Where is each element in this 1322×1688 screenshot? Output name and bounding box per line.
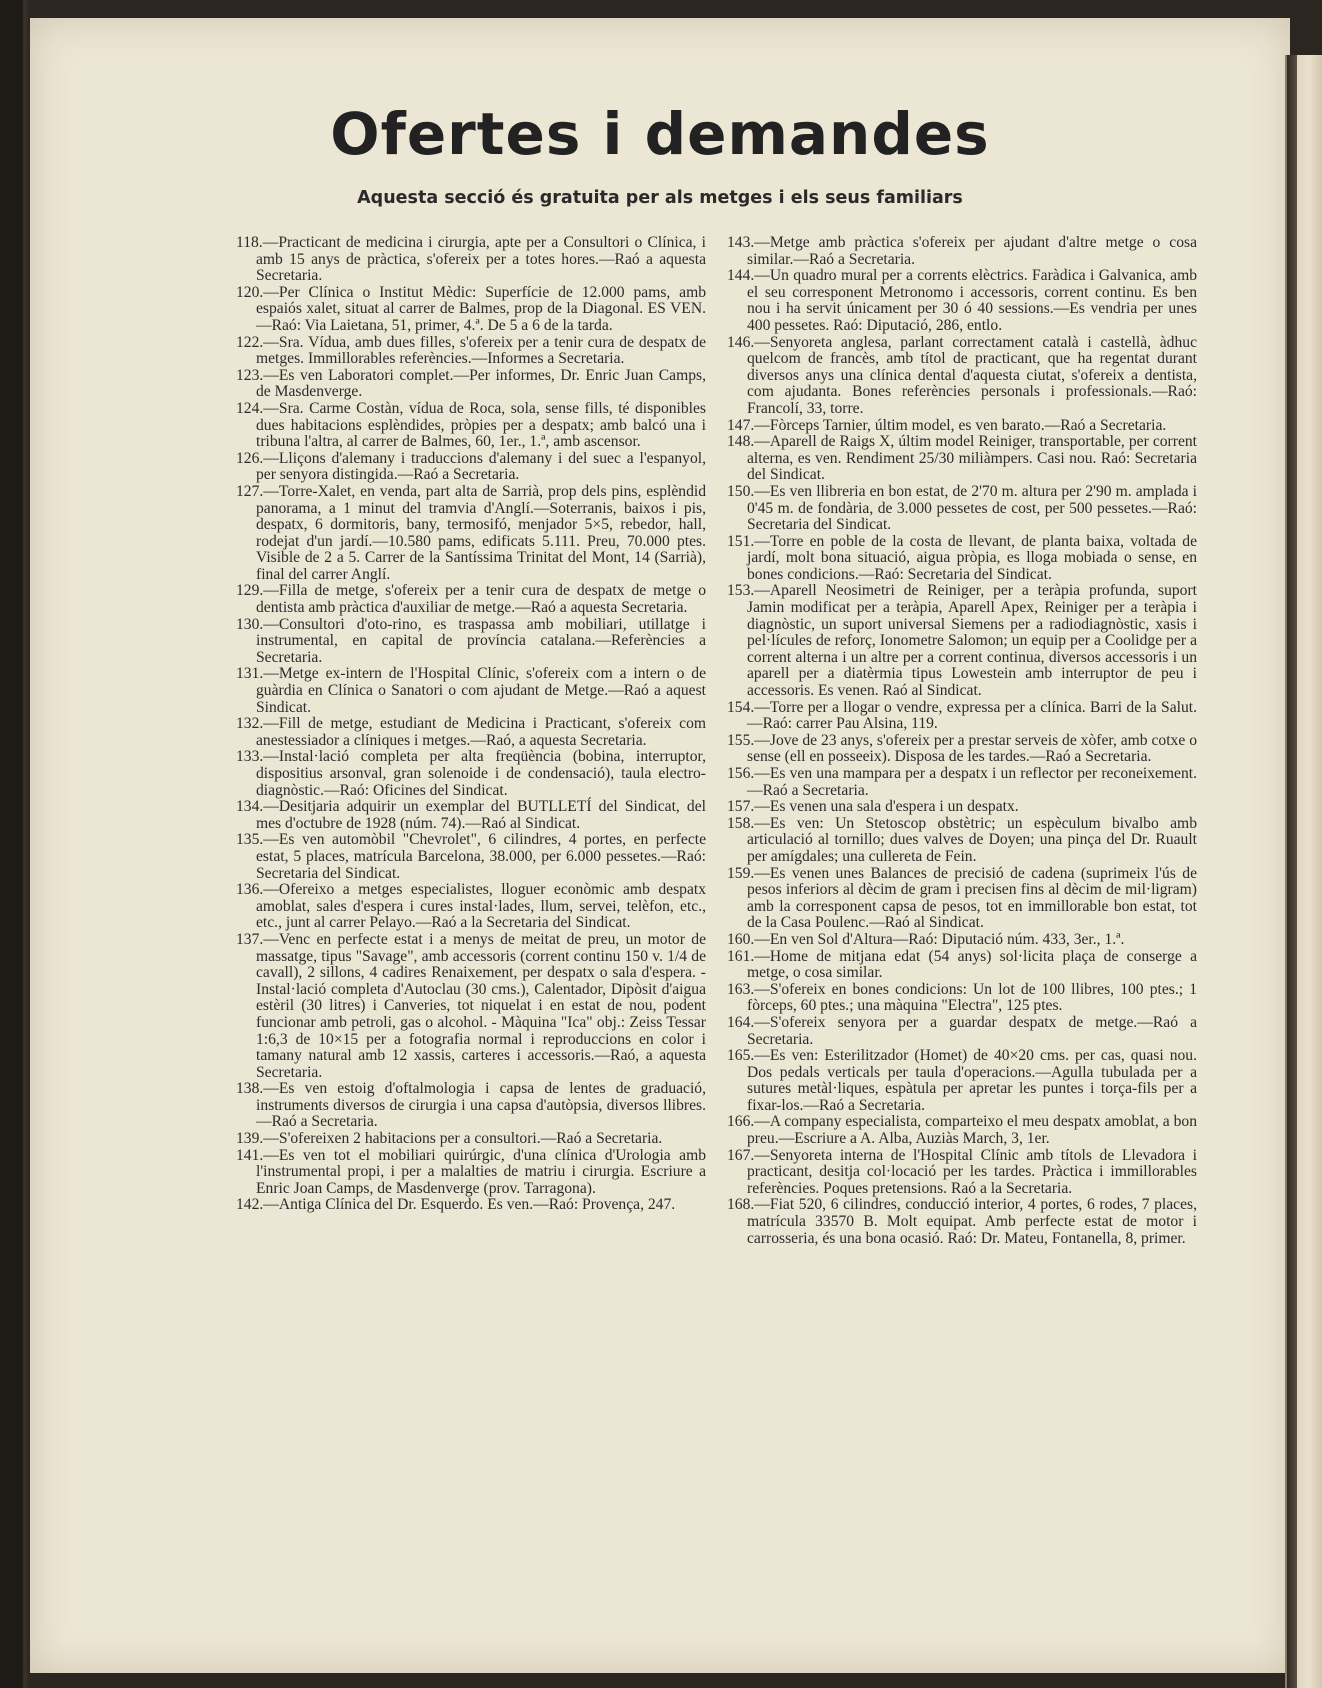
page-gutter [1287, 55, 1297, 1688]
listing-entry [236, 1148, 706, 1198]
listing-entry [236, 882, 706, 932]
listing-number: 132. [236, 715, 264, 733]
listing-text: —Es ven estoig d'oftalmologia i capsa de lentes de graduació, instruments diversos de cirurgia i una capsa d'autòpsia, diversos llibres.—Raó a Secretaria. [256, 1080, 706, 1131]
listing-text: —Es ven una mampara per a despatx i un reflector per reconeixement.—Raó a Secretaria. [747, 765, 1197, 799]
listing-entry [727, 1048, 1197, 1114]
listing-number: 155. [727, 731, 755, 749]
listing-entry [727, 583, 1197, 699]
listing-text: —Filla de metge, s'ofereix per a tenir cura de despatx de metge o dentista amb pràctica d'auxiliar de metge.—Raó a aquesta Secretaria. [256, 582, 706, 617]
listing-entry [727, 866, 1197, 932]
listing-text: —En ven Sol d'Altura—Raó: Diputació núm. 433, 3er., 1.ª. [754, 930, 1125, 948]
listing-entry [727, 766, 1197, 799]
listing-entry [236, 716, 706, 749]
listing-text: —Jove de 23 anys, s'ofereix per a prestar serveis de xòfer, amb cotxe o sense (ell en posseeix). Disposa de les tardes.—Raó a Secretaria. [747, 731, 1197, 766]
listing-entry [236, 285, 706, 335]
listing-text: —Antiga Clínica del Dr. Esquerdo. Es ven.—Raó: Provença, 247. [263, 1196, 676, 1214]
listing-text: —Es ven Laboratori complet.—Per informes, Dr. Enric Juan Camps, de Masdenverge. [256, 366, 706, 401]
listing-text: —Torre en poble de la costa de llevant, de planta baixa, voltada de jardí, molt bona situació, aigua pròpia, es lloga mobiada o sense, en bones condicions.—Raó: Secretaria del Sindicat. [747, 532, 1197, 583]
listing-number: 129. [236, 582, 264, 600]
listing-entry [727, 1114, 1197, 1147]
listing-number: 126. [236, 449, 264, 467]
listing-number: 122. [236, 333, 264, 351]
listing-entry [727, 434, 1197, 484]
listing-number: 158. [727, 814, 755, 832]
listing-number: 135. [236, 831, 264, 849]
listing-number: 165. [727, 1047, 755, 1065]
listing-number: 146. [727, 333, 755, 351]
listing-entry [727, 268, 1197, 334]
listing-text: —Es ven llibreria en bon estat, de 2'70 m. altura per 2'90 m. amplada i 0'45 m. de fondària, de 3.000 pessetes de cost, per 500 pessetes.—Raó: Secretaria del Sindicat. [747, 482, 1197, 534]
listing-number: 163. [727, 980, 755, 998]
listing-text: —Aparell de Raigs X, últim model Reiniger, transportable, per corrent alterna, es ven. Rendiment 25/30 miliàmpers. Casi nou. Raó: Secretaria del Sindicat. [747, 433, 1197, 484]
listing-entry [727, 799, 1197, 816]
listing-entry [236, 749, 706, 799]
listing-number: 156. [727, 765, 755, 782]
listing-entry [236, 617, 706, 667]
listing-number: 150. [727, 482, 755, 500]
listing-entry [236, 1081, 706, 1131]
listing-number: 118. [236, 234, 263, 251]
listing-number: 166. [727, 1113, 755, 1131]
listing-text: —Home de mitjana edat (54 anys) sol·licita plaça de conserge a metge, o cosa similar. [747, 947, 1197, 982]
listing-entry [236, 1131, 706, 1148]
listing-entry [236, 1197, 706, 1214]
listing-text: —Instal·lació completa per alta freqüència (bobina, interruptor, dispositius arsonval, gran solenoide i de condensació), taula electro-diagnòstic.—Raó: Oficines del Sindicat. [256, 748, 706, 799]
listing-entry [236, 832, 706, 882]
listing-text: —A company especialista, comparteixo el meu despatx amoblat, a bon preu.—Escriure a A. Alba, Auziàs March, 3, 1er. [747, 1113, 1197, 1148]
listing-text: —Es ven: Esterilitzador (Homet) de 40×20 cms. per cas, quasi nou. Dos pedals verticals per taula d'operacions.—Agulla tubulada per a sutures metàl·liques, espàtula per apretar les puntes i torça-fils per a fixar-los.—Raó a Secretaria. [747, 1047, 1197, 1114]
listing-number: 157. [727, 798, 755, 816]
listing-text: —S'ofereix senyora per a guardar despatx de metge.—Raó a Secretaria. [747, 1013, 1197, 1048]
listing-number: 127. [236, 482, 264, 500]
listing-text: —Metge amb pràctica s'ofereix per ajudant d'altre metge o cosa similar.—Raó a Secretaria. [747, 234, 1197, 268]
listing-text: —Senyoreta interna de l'Hospital Clínic amb títols de Llevadora i practicant, desitja col·locació per les tardes. Pràctica i immillorables referències. Poques pretensions. Raó a la Secretaria. [747, 1146, 1197, 1197]
listing-number: 133. [236, 748, 264, 766]
listing-number: 124. [236, 399, 264, 417]
listing-text: —Desitjaria adquirir un exemplar del BUTLLETÍ del Sindicat, del mes d'octubre de 1928 (núm. 74).—Raó al Sindicat. [256, 798, 706, 832]
listing-number: 167. [727, 1146, 755, 1164]
listing-entry [727, 932, 1197, 949]
listing-entry [236, 666, 706, 716]
listing-entry [727, 1148, 1197, 1198]
listing-entry [727, 235, 1197, 268]
listing-number: 138. [236, 1080, 264, 1098]
listing-text: —Lliçons d'alemany i traduccions d'alemany i del suec a l'espanyol, per senyora distingida.—Raó a Secretaria. [256, 449, 706, 484]
listing-text: —Consultori d'oto-rino, es traspassa amb mobiliari, utillatge i instrumental, en capital de província catalana.—Referències a Secretaria. [256, 615, 706, 666]
page-title: Ofertes i demandes [330, 100, 990, 168]
listing-text: —Metge ex-intern de l'Hospital Clínic, s'ofereix com a intern o de guàrdia en Clínica o Sanatori o com ajudant de Metge.—Raó a aquest Sindicat. [256, 665, 706, 716]
listing-entry [236, 932, 706, 1081]
listing-entry [727, 418, 1197, 435]
listing-text: —Aparell Neosimetri de Reiniger, per a teràpia profunda, suport Jamin modificat per a teràpia, Aparell Apex, Reiniger per a teràpia i diagnòstic, un suport universal Siemens per a radiodiagnòstic, xasis i pel·lícules de reforç, Ionometre Salomon; un equip per a Coolidge per a corrent alterna i un altre per a corrent continua, diversos accessoris i un aparell per a diatèrmia tipus Lowestein amb interruptor de peu i accessoris. Es venen. Raó al Sindicat. [747, 582, 1197, 700]
listing-number: 160. [727, 930, 755, 948]
listing-number: 147. [727, 416, 755, 434]
listing-number: 139. [236, 1130, 264, 1148]
listing-entry [727, 949, 1197, 982]
listing-number: 130. [236, 615, 264, 633]
listing-text: —Fiat 520, 6 cilindres, conducció interior, 4 portes, 6 rodes, 7 places, matrícula 33570 B. Molt equipat. Amb perfecte estat de motor i carrosseria, és una bona ocasió. Raó: Dr. Mateu, Fontanella, 8, primer. [747, 1196, 1197, 1247]
listing-text: —Es venen unes Balances de precisió de cadena (suprimeix l'ús de pesos inferiors al dècim de gram i precisen fins al dècim de mil·ligram) amb la corresponent capsa de pesos, tot en immillorable bon estat, tot de la Casa Poulenc.—Raó al Sindicat. [747, 864, 1197, 932]
listing-entry [236, 583, 706, 616]
listing-text: —Ofereixo a metges especialistes, lloguer econòmic amb despatx amoblat, sales d'espera i cures instal·lades, llum, servei, telèfon, etc., etc., junt al carrer Pelayo.—Raó a la Secretaria del Sindicat. [256, 881, 706, 932]
listing-number: 168. [727, 1196, 755, 1214]
listing-entry [727, 816, 1197, 866]
next-page-edge [1285, 55, 1322, 1688]
listing-entry [236, 235, 706, 285]
listing-text: —Es ven: Un Stetoscop obstètric; un espèculum bivalbo amb articulació al tornillo; dues valves de Doyen; una pinça del Dr. Ruault per amígdales; una cullereta de Fein. [747, 814, 1197, 865]
listing-text: —Venc en perfecte estat i a menys de meitat de preu, un motor de massatge, tipus "Savage", amb accessoris (corrent continu 150 v. 1/4 de cavall), 2 sillons, 4 cadires Renaixement, per despatx o sala d'espera. - Instal·lació completa d'Autoclau (30 cms.), Calentador, Dipòsit d'aigua estèril (30 litres) i Canveries, tot niquelat i en estat de nou, podent funcionar amb petroli, gas o alcohol. - Màquina "Ica" obj.: Zeiss Tessar 1:6,3 de 10×15 per a fotografia normal i reproduccions en color i tamany natural amb 12 xassis, carteres i accessoris.—Raó, a aquesta Secretaria. [256, 930, 706, 1081]
listing-text: —Es venen una sala d'espera i un despatx. [754, 798, 1019, 816]
listing-number: 137. [236, 930, 264, 948]
listing-number: 136. [236, 881, 264, 899]
listing-number: 154. [727, 698, 755, 716]
listing-number: 151. [727, 532, 755, 550]
listing-text: —S'ofereix en bones condicions: Un lot de 100 llibres, 100 ptes.; 1 fòrceps, 60 ptes.; una màquina "Electra", 125 ptes. [747, 980, 1197, 1015]
listing-text: —Practicant de medicina i cirurgia, apte per a Consultori o Clínica, i amb 15 anys de pràctica, s'ofereix per a totes hores.—Raó a aquesta Secretaria. [256, 234, 706, 285]
left-column [236, 235, 706, 1214]
listing-entry [727, 534, 1197, 584]
listing-number: 143. [727, 234, 755, 251]
listing-entry [727, 733, 1197, 766]
listing-text: —S'ofereixen 2 habitacions per a consultori.—Raó a Secretaria. [263, 1130, 663, 1148]
listing-number: 120. [236, 283, 264, 301]
listing-number: 161. [727, 947, 755, 965]
listing-text: —Per Clínica o Institut Mèdic: Superfície de 12.000 pams, amb espaiós xalet, situat al carrer de Balmes, prop de la Diagonal. ES VEN.—Raó: Via Laietana, 51, primer, 4.ª. De 5 a 6 de la tarda. [256, 283, 706, 334]
listing-number: 153. [727, 582, 755, 600]
listing-text: —Es ven automòbil "Chevrolet", 6 cilindres, 4 portes, en perfecte estat, 5 places, matrícula Barcelona, 38.000, per 6.000 pessetes.—Raó: Secretaria del Sindicat. [256, 831, 706, 882]
listing-entry [236, 335, 706, 368]
listing-text: —Torre per a llogar o vendre, expressa per a clínica. Barri de la Salut.—Raó: carrer Pau Alsina, 119. [747, 698, 1197, 733]
listing-number: 164. [727, 1013, 755, 1031]
right-column [727, 235, 1197, 1247]
listing-text: —Un quadro mural per a corrents elèctrics. Faràdica i Galvanica, amb el seu corresponent Metronomo i accessoris, corrent continu. Es ben nou i ha servit únicament per 30 ó 40 sessions.—Es vendria per unes 400 pessetes. Raó: Diputació, 286, entlo. [747, 267, 1197, 334]
listing-number: 131. [236, 665, 264, 683]
listing-text: —Fill de metge, estudiant de Medicina i Practicant, s'ofereix com anestessiador a clíniques i metges.—Raó, a aquesta Secretaria. [256, 715, 706, 749]
listing-text: —Sra. Carme Costàn, vídua de Roca, sola, sense fills, té disponibles dues habitacions esplèndides, pròpies per a despatx; amb balcó una i tribuna l'altra, al carrer de Balmes, 60, 1er., 1.ª, amb ascensor. [256, 399, 706, 451]
listing-entry [727, 1197, 1197, 1247]
listing-entry [236, 401, 706, 451]
listing-text: —Sra. Vídua, amb dues filles, s'ofereix per a tenir cura de despatx de metges. Immillorables referències.—Informes a Secretaria. [256, 333, 706, 368]
listing-number: 141. [236, 1146, 264, 1164]
listing-text: —Fòrceps Tarnier, últim model, es ven barato.—Raó a Secretaria. [754, 416, 1167, 434]
listing-entry [236, 368, 706, 401]
listing-number: 148. [727, 433, 755, 451]
listing-number: 134. [236, 798, 264, 816]
listing-entry [727, 700, 1197, 733]
listing-number: 123. [236, 366, 264, 384]
listing-entry [236, 451, 706, 484]
listing-number: 159. [727, 864, 755, 882]
listing-entry [727, 484, 1197, 534]
listing-entry [236, 799, 706, 832]
listing-entry [727, 335, 1197, 418]
listing-entry [236, 484, 706, 584]
listing-number: 144. [727, 267, 755, 285]
listing-text: —Senyoreta anglesa, parlant correctament català i castellà, àdhuc quelcom de francès, amb títol de practicant, que ha regentat durant diversos anys una clínica dental d'aquesta ciutat, s'ofereix a dentista, com ajudanta. Bones referències personals i professionals.—Raó: Francolí, 33, torre. [747, 333, 1197, 417]
listing-entry [727, 1015, 1197, 1048]
listing-text: —Es ven tot el mobiliari quirúrgic, d'una clínica d'Urologia amb l'instrumental propi, i per a malalties de matriu i cirurgia. Escriure a Enric Joan Camps, de Masdenverge (prov. Tarragona). [256, 1146, 706, 1197]
listing-number: 142. [236, 1196, 264, 1214]
page-subtitle: Aquesta secció és gratuita per als metges i els seus familiars [357, 188, 963, 208]
listing-text: —Torre-Xalet, en venda, part alta de Sarrià, prop dels pins, esplèndid panorama, a 1 minut del tramvia d'Anglí.—Soterranis, baixos i pis, despatx, 6 dormitoris, bany, termosifó, menjador 5×5, rebedor, hall, rodejat d'un jardí.—10.580 pams, edificats 5.111. Preu, 70.000 ptes. Visible de 2 a 5. Carrer de la Santíssima Trinitat del Mont, 14 (Sarrià), final del carrer Anglí. [256, 482, 706, 583]
listing-entry [727, 982, 1197, 1015]
